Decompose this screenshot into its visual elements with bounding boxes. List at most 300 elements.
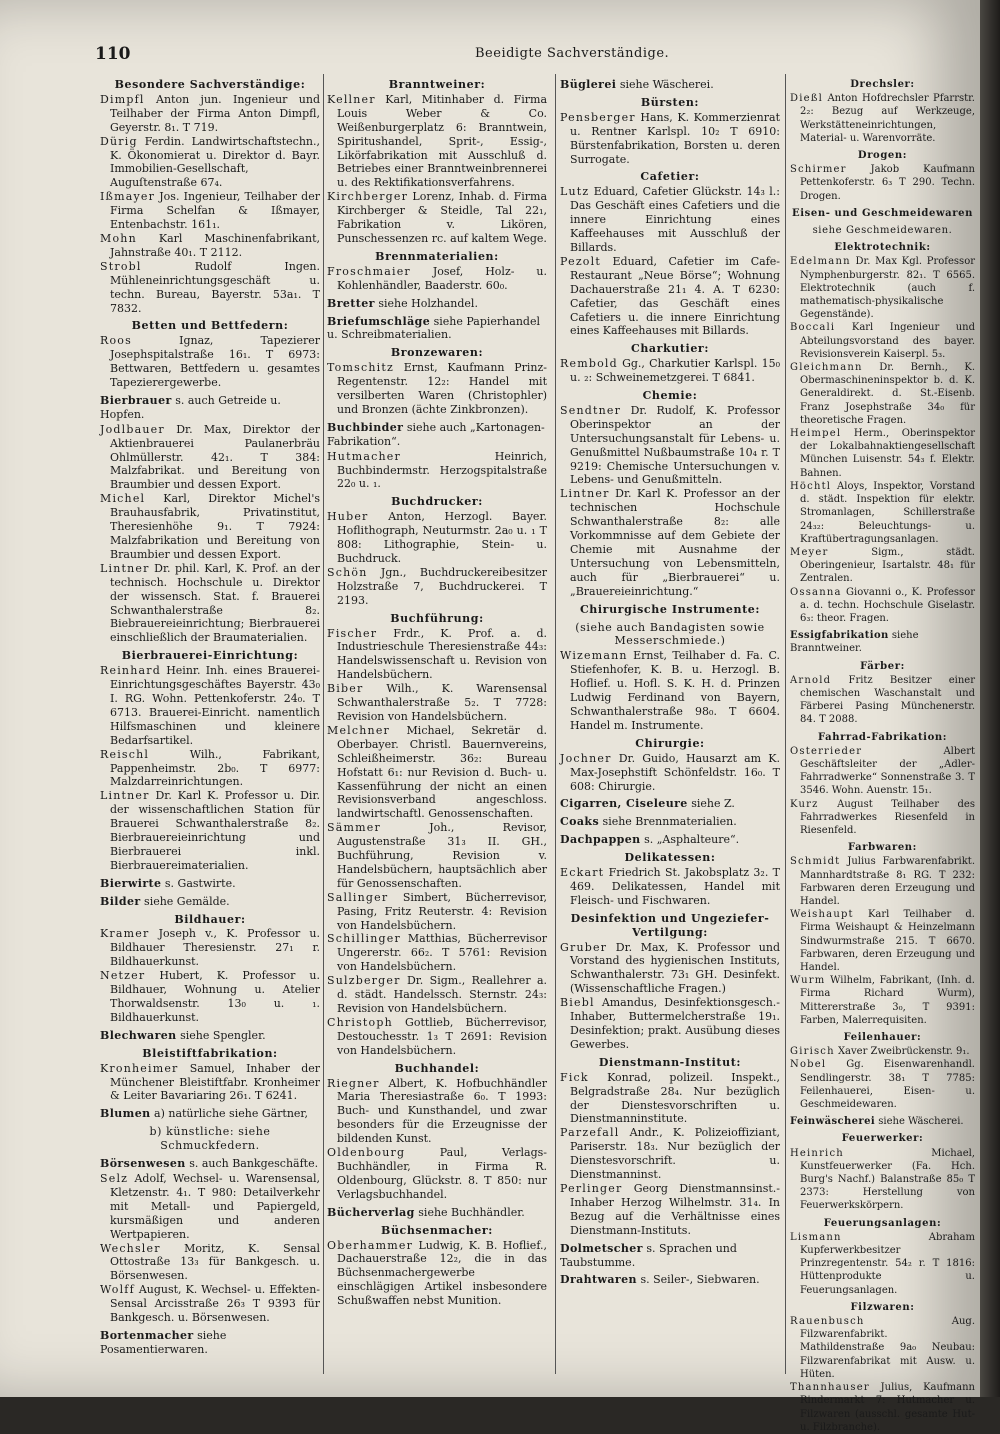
entry-text: Dr. Bernh., K. Obermaschineninspektor b. d. K. Generaldirekt. d. St.-Eisenb. Franz Josephstraße 34₀ für theoretische Fragen. [800,362,976,426]
cross-reference-text: siehe Brennmaterialien. [602,815,737,829]
entry-text: Karl Ingenieur und Abteilungsvorstand des bayer. Revisionsverein Kaiserpl. 5₃. [800,322,975,360]
column-4 [790,74,975,1434]
entry-text: Michael, Sekretär d. Oberbayer. Christl. Bauernvereins, Schleißheimerstr. 36₂: Bureau Hofstatt 6₁: nur Revision d. Buch- u. Kassenführung der nicht an einen Revisionsverband angeschloss. landwirtschaftl. Genossenschaften. [337,723,547,821]
cross-reference-label: Bierbrauer [100,393,172,407]
section-heading: Branntweiner: [388,78,486,91]
entry-name: Lutz [560,185,590,199]
entry-text: Dr. Rudolf, K. Professor Oberinspektor an der Untersuchungsanstalt für Lebens- u. Genußmittel Nußbaumstraße 10₄ r. T 9219: Chemische Untersuchungen v. Lebens- und Genußmitteln. [570,403,780,487]
entry-text: Fritz Besitzer einer chemischen Waschanstalt und Färberei Pasing Münchenerstr. 84. T 2088. [800,674,975,726]
entry-text: Xaver Zweibrückenstr. 9₁. [837,1046,970,1058]
entry-text: Julius Farbwarenfabrikt. Mannhardtstraße 8₁ RG. T 232: Farbwaren deren Erzeugung und Handel. [800,856,975,907]
entry-text: Ignaz, Tapezierer Josephspitalstraße 16₁. T 6973: Bettwaren, Bettfedern u. gesamtes Tapezierergewerbe. [110,334,320,390]
entry-name: Osterrieder [790,745,863,757]
entry-name: Wechsler [100,1241,161,1255]
cross-reference-text: siehe Z. [691,797,735,811]
entry-name: Schirmer [790,164,847,176]
entry-name: Michel [100,492,146,506]
section-heading: Chirurgische Instrumente: [579,602,761,616]
section-heading: Chemie: [642,389,698,403]
entry-text: Georg Dienstmannsinst.-Inhaber Herzog Wilhelmstr. 31₄. In Bezug auf die Verhältnisse eines Dienstmann-Instituts. [570,1181,780,1237]
entry-name: Gleichmann [790,362,863,374]
section-heading: Bleistiftfabrikation: [142,1046,278,1060]
directory-entry [790,1147,975,1213]
section-heading: Fahrrad-Fabrikation: [817,731,947,743]
entry-text: Dr. Guido, Hausarzt am K. Max-Josephstift Schönfeldstr. 16₀. T 608: Chirurgie. [570,751,780,793]
directory-entry [560,996,780,1052]
entry-name: Lintner [100,789,150,803]
cross-reference-label: Dolmetscher [560,1241,643,1255]
entry-name: Reischl [100,747,150,761]
entry-text: Dr. Max, Direktor der Aktienbrauerei Paulanerbräu Ohlmüllerstr. 42₁. T 384: Malzfabrikat. und Bereitung von Braumbier und dessen Export. [110,422,320,492]
entry-name: Reinhard [100,664,161,678]
cross-reference-text: s. Seiler-, Siebwaren. [640,1273,760,1287]
entry-name: Tomschitz [327,361,394,375]
cross-reference-text: siehe Holzhandel. [378,296,478,310]
directory-entry [790,1058,975,1111]
entry-name: Heinrich [790,1147,844,1159]
directory-entry [790,745,975,798]
section-heading: Elektrotechnik: [834,242,931,254]
entry-name: Selz [100,1171,129,1185]
entry-text: Dr. Karl K. Professor an der technischen Hochschule Schwanthalerstraße 8₂: alle Vorkommnisse auf dem Gebiete der Chemie mit Ausnahme der Untersuchung von Lebensmitteln, auch für „Bierbrauerei“ u. „Brauereieinrichtung.“ [570,487,780,598]
cross-reference-label: Bierwirte [100,876,162,890]
directory-entry [100,748,320,790]
cross-reference [100,877,320,891]
section-heading: Farbwaren: [848,842,917,854]
entry-text: Anton Hofdrechsler Pfarrstr. 2₂: Bezug auf Werkzeuge, Werkstätteneinrichtungen, Material- u. Warenvorräte. [800,93,975,144]
entry-name: Christoph [327,1015,393,1029]
entry-text: August, K. Wechsel- u. Effekten-Sensal Arcisstraße 26₃ T 9393 für Bankgesch. u. Börsenwesen. [110,1283,320,1325]
entry-text: Josef, Holz- u. Kohlenhändler, Baaderstr. 60₀. [337,264,548,292]
entry-text: Dr. Sigm., Reallehrer a. d. städt. Handelssch. Sternstr. 24₃: Revision von Handelsbüchern. [337,974,547,1015]
column-rule [555,74,556,1374]
entry-name: Biebl [560,996,595,1010]
entry-text: August Teilhaber des Fahrradwerkes Riesenfeld in Riesenfeld. [800,798,975,836]
entry-name: Dimpfl [100,92,145,106]
section-heading: Feilenhauer: [843,1032,922,1044]
directory-entry [790,361,975,427]
entry-name: Kirchberger [327,190,409,204]
cross-reference-label: Buchbinder [327,420,404,434]
directory-entry [790,321,975,361]
section-heading: Feuerwerker: [841,1133,924,1145]
cross-reference-label: Essigfabrikation [790,630,889,642]
directory-entry [100,1242,320,1284]
cross-reference-label: Börsenwesen [100,1157,186,1171]
entry-name: Lintner [560,487,610,501]
directory-entry [560,941,780,997]
entry-name: Dürig [100,134,138,148]
directory-entry [100,232,320,260]
entry-name: Hutmacher [327,449,401,463]
directory-entry [790,546,975,586]
entry-name: Pezolt [560,254,601,268]
entry-text: Dr. Karl K. Professor u. Dir. der wissenschaftlichen Station für Brauerei Schwanthalerstraße 8₂. Bierbrauereieinrichtung und Bierbrauerei inkl. Bierbrauereimaterialien. [110,789,320,872]
entry-text: Samuel, Inhaber der Münchener Bleistiftfabr. Kronheimer & Leiter Bavariaring 26₁. T 6241. [110,1061,321,1103]
note-line: (siehe auch Bandagisten sowie Messerschmiede.) [575,620,765,648]
column-1 [100,74,320,1358]
entry-name: Pensberger [560,110,636,124]
directory-entry [100,93,320,135]
section-heading: Besondere Sachverständige: [114,78,306,91]
entry-text: Moritz, K. Sensal Ottostraße 13₃ für Bankgesch. u. Börsenwesen. [110,1241,320,1283]
directory-entry [100,190,320,232]
section-heading: Buchhandel: [394,1061,480,1075]
directory-entry [560,1126,780,1182]
directory-entry [327,450,547,492]
entry-text: Matthias, Bücherrevisor Ungererstr. 66₂. T 5761: Revision von Handelsbüchern. [337,932,547,974]
section-heading: Drogen: [857,150,908,162]
entry-name: Meyer [790,546,829,558]
entry-text: Michael, Kunstfeuerwerker (Fa. Hch. Burg's Nachf.) Balanstraße 85₀ T 2373: Herstellung von Feuerwerkskörpern. [800,1147,975,1212]
section-heading: Bierbrauerei-Einrichtung: [121,649,299,663]
column-rule [323,74,324,1374]
entry-name: Perlinger [560,1181,623,1195]
entry-name: Dießl [790,93,824,105]
entry-name: Wizemann [560,649,628,663]
entry-text: Konrad, polizeil. Inspekt., Belgradstraße 28₄. Nur bezüglich der Dienstesvorschriften u. Dienstmanninstitute. [570,1070,780,1126]
entry-name: Boccali [790,322,836,334]
section-heading: Filzwaren: [850,1301,915,1313]
entry-text: Gg. Eisenwarenhandl. Sendlingerstr. 38₁ T 7785: Feilenhauerei, Eisen- u. Geschmeidewaren. [800,1059,975,1111]
cross-reference-text: siehe Gemälde. [144,894,230,908]
directory-entry [327,1016,547,1058]
entry-name: Fischer [327,626,378,640]
entry-name: Kurz [790,798,819,810]
entry-name: Schmidt [790,856,841,868]
directory-entry [327,974,547,1016]
cross-reference-text: siehe Branntweiner. [790,630,919,655]
entry-text: Karl Maschinenfabrikant, Jahnstraße 40₁. T 2112. [110,231,320,259]
running-title: Beeidigte Sachverständige. [475,46,670,61]
entry-text: Simbert, Bücherrevisor, Pasing, Fritz Reuterstr. 4: Revision von Handelsbüchern. [337,890,548,932]
entry-text: Ludwig, K. B. Hoflief., Dachauerstraße 12₂, die in das Büchsenmachergewerbe einschlägigen Artikel insbesondere Schußwaffen nebst Munition. [337,1238,547,1308]
cross-reference [100,394,320,422]
section-heading: Desinfektion und Ungeziefer-Vertilgung: [570,911,770,939]
entry-name: Schillinger [327,932,401,946]
cross-reference-text: s. auch Bankgeschäfte. [189,1157,319,1171]
entry-name: Riegner [327,1076,380,1090]
directory-entry [327,510,547,566]
cross-reference [790,629,975,655]
directory-entry [327,627,547,683]
page-header [95,44,955,74]
section-heading: Brennmaterialien: [375,249,499,263]
entry-name: Sämmer [327,821,381,835]
section-heading: Büchsenmacher: [381,1223,493,1237]
cross-reference [100,1107,320,1121]
entry-text: Lorenz, Inhab. d. Firma Kirchberger & Steidle, Tal 22₁, Fabrikation v. Likören, Punschessenzen rc. auf kaltem Wege. [337,190,548,245]
section-heading: Dienstmann-Institut: [598,1055,742,1069]
entry-name: Strobl [100,259,142,273]
directory-entry [327,724,547,821]
directory-entry [327,1077,547,1147]
directory-entry [100,927,320,969]
directory-entry [100,260,320,316]
entry-name: Gruber [560,940,608,954]
entry-name: Oberhammer [327,1238,414,1252]
section-heading: Buchdrucker: [391,495,483,509]
cross-reference-text: s. auch Getreide u. Hopfen. [100,393,281,421]
directory-entry [790,1231,975,1297]
entry-text: Ernst, Kaufmann Prinz-Regentenstr. 12₂: Handel mit versilberten Waren (Christophler) und Bronzen (ächte Zinkbronzen). [337,361,547,416]
directory-entry [560,866,780,908]
entry-text: Karl, Mitinhaber d. Firma Louis Weber & Co. Weißenburgerplatz 6: Branntwein, Spiritushandel, Sprit-, Essig-, Likörfabrikation mit Ausschluß d. Betriebes einer Branntweinbrennerei u. des Rektifikationsverfahrens. [337,92,548,190]
entry-name: Rembold [560,357,618,371]
entry-name: Weishaupt [790,909,854,921]
cross-reference-text: s. Gastwirte. [164,876,236,890]
directory-entry [790,427,975,480]
cross-reference-label: Coaks [560,815,600,829]
section-heading: Cafetier: [640,170,700,184]
entry-text: Hubert, K. Professor u. Bildhauer, Wohnung u. Atelier Thorwaldsenstr. 13₀ u. ₁. Bildhauerkunst. [110,969,320,1024]
entry-text: Gg., Charkutier Karlspl. 15₀ u. ₂: Schweinemetzgerei. T 6841. [570,357,781,385]
section-heading: Chirurgie: [635,736,705,750]
entry-name: Sendtner [560,403,622,417]
entry-text: Eduard, Cafetier Glückstr. 14₃ l.: Das Geschäft eines Cafetiers und die innere Einrichtung eines Kaffeehauses mit Ausschluß der Billards. [570,185,780,254]
entry-name: Ißmayer [100,190,156,204]
entry-name: Girisch [790,1046,835,1058]
section-heading: Delikatessen: [624,851,716,865]
entry-name: Rauenbusch [790,1316,865,1328]
entry-text: Jakob Kaufmann Pettenkoferstr. 6₃ T 290. Techn. Drogen. [800,164,975,202]
directory-entry [100,492,320,562]
entry-name: Eckart [560,866,605,880]
directory-entry [100,135,320,191]
entry-name: Huber [327,510,369,524]
cross-reference-label: Dachpappen [560,833,641,847]
entry-name: Thannhauser [790,1382,870,1394]
entry-name: Froschmaier [327,264,411,278]
cross-reference [327,1206,547,1220]
directory-entry [560,185,780,255]
directory-entry [100,1062,320,1104]
entry-text: Karl, Direktor Michel's Brauhausfabrik, Privatinstitut, Theresienhöhe 9₁. T 7924: Malzfabrikation und Bereitung von Braumbier und dessen Export. [110,492,320,561]
section-heading: Charkutier: [630,342,709,356]
entry-name: Lintner [100,561,150,575]
entry-text: Hans, K. Kommerzienrat u. Rentner Karlspl. 10₂ T 6910: Bürstenfabrikation, Borsten u. deren Surrogate. [570,110,780,166]
entry-text: Adolf, Wechsel- u. Warensensal, Kletzenstr. 4₁. T 980: Detailverkehr mit Metall- und Papiergeld, kursmäßigen und anderen Wertpapieren. [110,1171,320,1241]
cross-reference [560,833,780,847]
column-2 [327,74,547,1308]
directory-entry [560,1182,780,1238]
entry-text: Anton jun. Ingenieur und Teilhaber der Firma Anton Dimpfl, Geyerstr. 8₁. T 719. [110,92,321,134]
cross-reference-label: Büglerei [560,78,617,91]
cross-reference-text: s. „Asphalteure“. [644,833,740,847]
directory-entry [100,334,320,390]
directory-entry [790,1381,975,1434]
entry-name: Höchtl [790,480,832,492]
entry-name: Mohn [100,231,137,245]
directory-entry [560,1071,780,1127]
directory-entry [327,821,547,891]
directory-entry [790,798,975,838]
section-heading: Feuerungsanlagen: [823,1217,942,1229]
section-heading: Bronzewaren: [390,346,484,360]
entry-text: Friedrich St. Jakobsplatz 3₂. T 469. Delikatessen, Handel mit Fleisch- und Fischwaren. [570,866,780,907]
section-heading: Betten und Bettfedern: [131,319,289,333]
entry-text: Heinr. Inh. eines Brauerei-Einrichtungsgeschäftes Bayerstr. 43₀ I. RG. Wohn. Pettenkoferstr. 24₀. T 6713. Brauerei-Einricht. namentlich Hilfsmaschinen und kleinere Bedarfsartikel. [110,664,320,747]
entry-text: Gottlieb, Bücherrevisor, Destouchesstr. 1₃ T 2691: Revision von Handelsbüchern. [337,1015,548,1057]
cross-reference-label: Feinwäscherei [790,1116,876,1128]
cross-reference-label: Bilder [100,894,141,908]
entry-name: Schön [327,565,368,579]
directory-entry [100,789,320,872]
directory-entry [560,357,780,385]
entry-name: Wurm [790,975,826,987]
entry-text: Wilhelm, Fabrikant, (Inh. d. Firma Richard Wurm), Mittererstraße 3₀, T 9391: Farben, Malerrequisiten. [800,975,975,1026]
directory-entry [327,682,547,724]
cross-reference-label: Bortenmacher [100,1328,194,1342]
cross-reference [100,1329,320,1357]
entry-name: Lismann [790,1231,842,1243]
entry-text: Anton, Herzogl. Bayer. Hoflithograph, Neuturmstr. 2a₀ u. ₁ T 808: Lithographie, Stein- u. Buchdruck. [337,510,547,565]
cross-reference-text: siehe Posamentierwaren. [100,1328,227,1356]
directory-entry [790,586,975,626]
entry-text: Abraham Kupferwerkbesitzer Prinzregentenstr. 54₂ r. T 1816: Hüttenprodukte u. Feuerungsanlagen. [800,1231,975,1296]
cross-reference-text: s. Sprachen und Taubstumme. [560,1241,737,1269]
entry-text: Jos. Ingenieur, Teilhaber der Firma Schelfan & Ißmayer, Entenbachstr. 161₁. [110,190,320,232]
entry-text: Jgn., Buchdruckereibesitzer Holzstraße 7, Buchdruckerei. T 2193. [337,565,547,607]
cross-reference-label: Drahtwaren [560,1273,637,1287]
entry-text: Wilh., Fabrikant, Pappenheimstr. 2b₀. T 6977: Malzdarreinrichtungen. [110,747,320,789]
cross-reference [327,297,547,311]
directory-entry [560,752,780,794]
book-binding-edge [980,0,1000,1397]
directory-entry [560,111,780,167]
cross-reference-label: Bücherverlag [327,1205,415,1219]
column-3 [560,74,780,1288]
directory-entry [790,255,975,321]
cross-reference-text: siehe Papierhandel u. Schreibmaterialien. [327,314,540,342]
cross-reference-label: Briefumschläge [327,314,431,328]
entry-text: Aug. Filzwarenfabrikt. Mathildenstraße 9a₀ Neubau: Filzwarenfabrikat mit Ausw. u. Hüten. [800,1316,975,1380]
directory-entry [790,92,975,145]
cross-reference [327,315,547,343]
entry-text: Paul, Verlags-Buchhändler, in Firma R. Oldenbourg, Glückstr. 8. T 850: nur Verlagsbuchhandel. [337,1146,548,1201]
directory-entry [327,265,547,293]
entry-text: Sigm., städt. Oberingenieur, Isartalstr. 48₁ für Zentralen. [800,546,975,585]
entry-text: Dr. phil. Karl, K. Prof. an der technisch. Hochschule u. Direktor der wissensch. Stat. f. Brauerei Schwanthalerstraße 8₂. Biebrauereieinrichtung; Bierbrauerei einschließlich der Braumaterialien. [110,561,320,645]
entry-text: Albert, K. Hofbuchhändler Maria Theresiastraße 6₀. T 1993: Buch- und Kunsthandel, und zwar besonders für die Erzeugnisse der bildenden Kunst. [337,1076,548,1146]
entry-name: Arnold [790,674,832,686]
entry-text: Karl Teilhaber d. Firma Weishaupt & Heinzelmann Sindwurmstraße 215. T 6670. Farbwaren, deren Erzeugung und Handel. [800,909,975,973]
entry-name: Nobel [790,1059,827,1071]
cross-reference [560,815,780,829]
directory-entry [327,1146,547,1202]
entry-text: Heinrich, Buchbindermstr. Herzogspitalstraße 22₀ u. ₁. [337,449,547,491]
directory-entry [790,974,975,1027]
cross-reference-label: Cigarren, Ciseleure [560,797,688,811]
note-line: siehe Geschmeidewaren. [812,225,953,237]
cross-reference [100,1029,320,1043]
cross-reference-text: siehe Buchhändler. [418,1205,525,1219]
entry-name: Wolff [100,1283,135,1297]
entry-text: Rudolf Ingen. Mühleneinrichtungsgeschäft u. techn. Bureau, Bayerstr. 53a₁. T 7832. [110,259,320,315]
entry-text: Dr. Max, K. Professor und Vorstand des hygienischen Instituts, Schwanthalerstr. 73₁ GH. Desinfekt. (Wissenschaftliche Fragen.) [570,940,780,996]
section-heading: Bildhauer: [174,912,246,926]
directory-entry [327,891,547,933]
cross-reference [100,1157,320,1171]
cross-reference-text: a) natürliche siehe Gärtner, [154,1107,308,1121]
entry-text: Joseph v., K. Professor u. Bildhauer Theresienstr. 27₁ r. Bildhauerkunst. [110,927,320,969]
directory-entry [100,423,320,493]
directory-entry [100,969,320,1025]
cross-reference [560,1273,780,1287]
entry-text: Dr. Max Kgl. Professor Nymphenburgerstr. 82₁. T 6565. Elektrotechnik (auch f. mathematisch-physikalische Gegenstände). [800,256,975,321]
cross-reference [560,797,780,811]
entry-name: Sallinger [327,890,389,904]
entry-name: Jodlbauer [100,422,165,436]
cross-reference-text: siehe Wäscherei. [619,78,714,91]
directory-entry [790,1315,975,1381]
directory-entry [327,1239,547,1309]
cross-reference [560,78,780,92]
section-heading: Buchführung: [390,611,484,625]
entry-name: Oldenbourg [327,1146,406,1160]
directory-entry [100,562,320,645]
entry-text: Eduard, Cafetier im Cafe-Restaurant „Neue Börse“; Wohnung Dachauerstraße 21₁ 4. A. T 6230: Cafetier, das Geschäft eines Cafetiers u. die innere Einrichtung eines Kaffeehauses mit Billards. [570,254,781,338]
directory-entry [327,932,547,974]
section-heading: Bürsten: [640,95,700,109]
cross-reference-text: siehe auch „Kartonagen-Fabrikation“. [327,420,545,448]
entry-text: Ernst, Teilhaber d. Fa. C. Stiefenhofer, K. B. u. Herzogl. B. Hoflief. u. Hofl. S. K. H. d. Prinzen Ludwig Ferdinand von Bayern, Schwanthalerstraße 98₀. T 6604. Handel m. Instrumente. [570,649,780,732]
cross-reference-label: Blumen [100,1107,151,1121]
section-heading: Drechsler: [850,79,915,90]
entry-name: Heimpel [790,428,842,440]
directory-entry [327,93,547,190]
page-number: 110 [95,44,131,64]
entry-text: Julius, Kaufmann Rindermarkt 7: Hutmacher u. Filzwaren (ausschl. gesamte Hut- u. Filzbranche). [800,1382,975,1433]
entry-text: Joh., Revisor, Augustenstraße 31₃ II. GH., Buchführung, Revision v. Handelsbüchern, hauptsächlich aber für Genossenschaften. [337,821,547,890]
entry-text: Giovanni o., K. Professor a. d. techn. Hochschule Giselastr. 6₃: theor. Fragen. [800,586,975,624]
directory-entry [327,566,547,608]
entry-text: Albert Geschäftsleiter der „Adler-Fahrradwerke“ Sonnenstraße 3. T 3546. Wohn. Auenstr. 15₁. [800,745,975,797]
entry-text: Aloys, Inspektor, Vorstand d. städt. Inspektion für elektr. Stromanlagen, Schillerstraße 24₃₂: Beleuchtungs- u. Kraftübertragungsanlagen. [800,480,975,545]
entry-name: Netzer [100,969,146,983]
entry-name: Edelmann [790,256,851,268]
cross-reference [100,895,320,909]
cross-reference-label: Blechwaren [100,1028,177,1042]
directory-entry [790,908,975,974]
entry-name: Fick [560,1070,589,1084]
directory-entry [100,664,320,747]
entry-text: Wilh., K. Warensensal Schwanthalerstraße 5₂. T 7728: Revision von Handelsbüchern. [337,682,548,723]
cross-reference [327,421,547,449]
cross-reference [560,1242,780,1270]
directory-entry [327,361,547,417]
entry-name: Kellner [327,92,376,106]
entry-text: Frdr., K. Prof. a. d. Industrieschule Theresienstraße 44₃: Handelswissenschaft u. Revision von Handelsbüchern. [337,626,547,682]
entry-name: Parzefall [560,1126,620,1140]
cross-reference-text: siehe Spengler. [180,1028,266,1042]
entry-name: Jochner [560,751,612,765]
note-line: b) künstliche: siehe Schmuckfedern. [149,1125,271,1153]
cross-reference-label: Bretter [327,296,375,310]
directory-entry [560,255,780,338]
entry-name: Roos [100,334,132,348]
entry-name: Kronheimer [100,1061,179,1075]
section-heading: Färber: [860,660,905,672]
entry-name: Melchner [327,723,390,737]
directory-entry [790,674,975,727]
directory-entry [560,487,780,598]
directory-entry [100,1283,320,1325]
directory-entry [790,855,975,908]
cross-reference-text: siehe Wäscherei. [878,1116,964,1128]
directory-entry [560,404,780,487]
directory-entry [560,649,780,732]
